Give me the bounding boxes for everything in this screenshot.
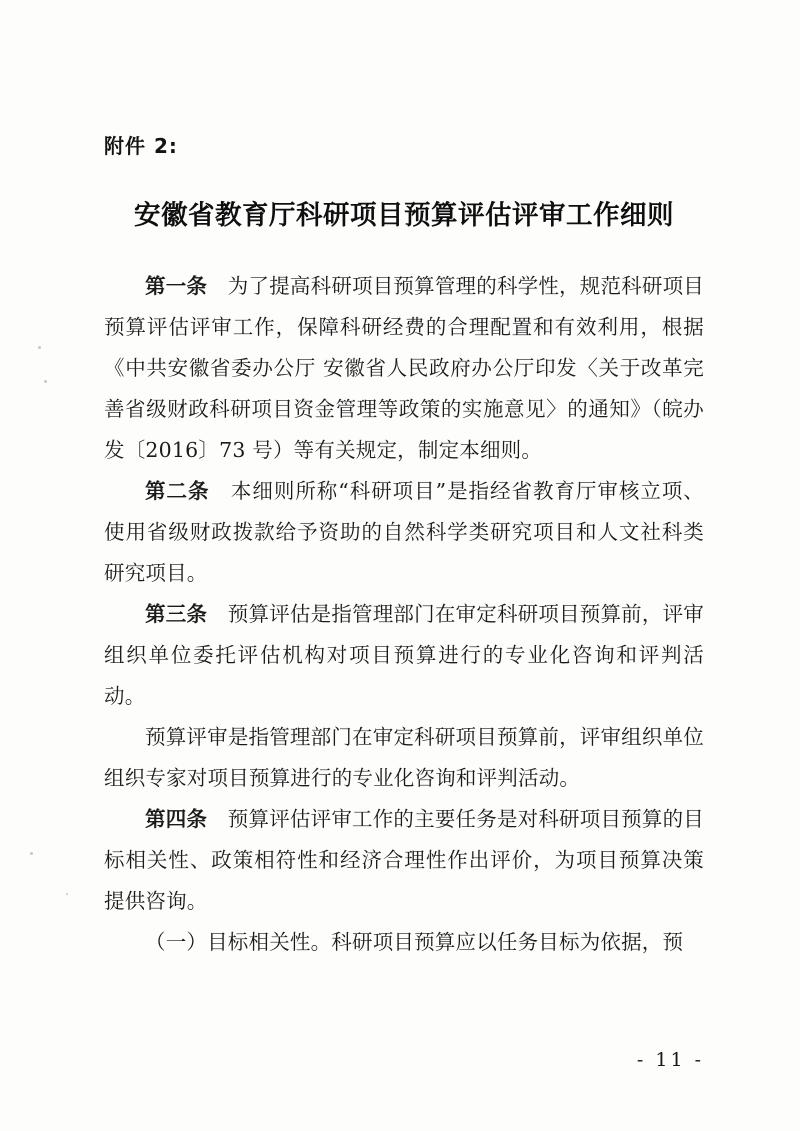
paragraph [104, 922, 704, 963]
paragraph-lead: 第四条 [145, 807, 208, 831]
paragraph-lead: 第一条 [145, 274, 208, 298]
paragraph-text: 预算评审是指管理部门在审定科研项目预算前，评审组织单位组织专家对项目预算进行的专业化咨询和评判活动。 [104, 725, 704, 790]
paragraph-text: 预算评估评审工作的主要任务是对科研项目预算的目标相关性、政策相符性和经济合理性作出评价，为项目预算决策提供咨询。 [104, 807, 704, 913]
scan-speck [44, 380, 47, 383]
paragraph [104, 266, 704, 471]
paragraph [104, 717, 704, 799]
page-number: - 11 - [636, 1049, 704, 1071]
paragraph-text: 本细则所称“科研项目”是指经省教育厅审核立项、使用省级财政拨款给予资助的自然科学类研究项目和人文社科类研究项目。 [104, 479, 704, 585]
paragraph-lead: 第二条 [145, 479, 210, 503]
paragraph-text: 预算评估是指管理部门在审定科研项目预算前，评审组织单位委托评估机构对项目预算进行的专业化咨询和评判活动。 [104, 602, 704, 708]
paragraph [104, 594, 704, 717]
scan-speck [38, 346, 41, 349]
scan-speck [66, 893, 68, 895]
paragraph [104, 471, 704, 594]
paragraph-lead: 第三条 [145, 602, 208, 626]
document-body [104, 130, 704, 963]
paragraph-text: （一）目标相关性。科研项目预算应以任务目标为依据，预 [145, 930, 684, 954]
attachment-label: 附件 2: [104, 134, 178, 158]
page-title: 安徽省教育厅科研项目预算评估评审工作细则 [134, 200, 674, 231]
paragraph [104, 799, 704, 922]
scan-speck [30, 852, 33, 855]
paragraph-text: 为了提高科研项目预算管理的科学性，规范科研项目预算评估评审工作，保障科研经费的合理配置和有效利用，根据《中共安徽省委办公厅 安徽省人民政府办公厅印发〈关于改革完善省级财政科研项目资金管理等政策的实施意见〉的通知》（皖办发〔2016〕73 号）等有关规定，制定本细则。 [104, 274, 704, 462]
